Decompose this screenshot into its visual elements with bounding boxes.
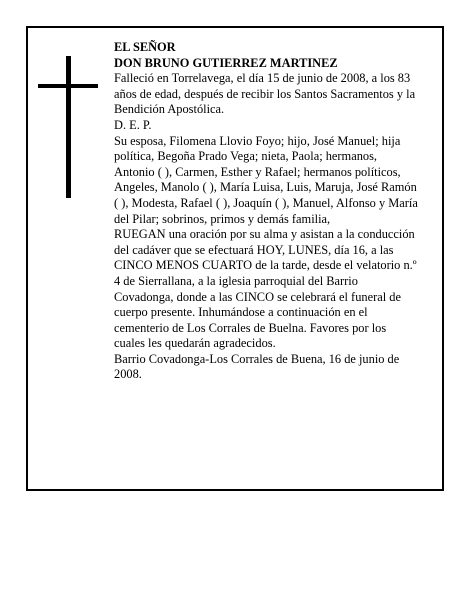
death-info: Falleció en Torrelavega, el día 15 de junio de 2008, a los 83 años de edad, después de recibir los Santos Sacramentos y la Bendición Apostólica. — [114, 71, 416, 117]
family-list: Su esposa, Filomena Llovio Foyo; hijo, José Manuel; hija política, Begoña Prado Vega; nieta, Paola; hermanos, Antonio ( ), Carmen, Esther y Rafael; hermanos políticos, Angeles, Manolo ( ), María Luisa, Luis, Maruja, José Ramón ( ), Modesta, Rafael ( ), Joaquín ( ), Manuel, Alfonso y María del Pilar; sobrinos, primos y demás familia, — [114, 133, 418, 226]
notice-title: EL SEÑOR — [114, 40, 176, 54]
obituary-notice — [26, 26, 444, 491]
cross-icon — [38, 56, 98, 198]
notice-body — [114, 40, 420, 383]
funeral-request: RUEGAN una oración por su alma y asistan a la conducción del cadáver que se efectuará HOY, LUNES, día 16, a las CINCO MENOS CUARTO de la tarde, desde el velatorio n.º 4 de Sierrallana, a la iglesia parroquial del Barrio Covadonga, donde a las CINCO se celebrará el funeral de cuerpo presente. Inhumándose a continuación en el cementerio de Los Corrales de Buelna. Favores por los cuales les quedarán agradecidos. — [114, 227, 417, 351]
place-date: Barrio Covadonga-Los Corrales de Buena, 16 de junio de 2008. — [114, 351, 400, 382]
deceased-name: DON BRUNO GUTIERREZ MARTINEZ — [114, 55, 338, 70]
cross-horizontal-bar — [38, 84, 98, 88]
cross-vertical-bar — [66, 56, 71, 198]
dep-line: D. E. P. — [114, 117, 152, 132]
